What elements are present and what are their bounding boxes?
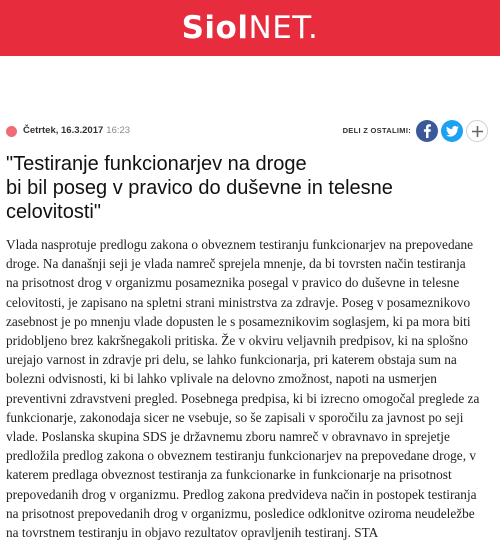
body-line: urejajo varnost in zdravje pri delu, se lahko funkcionarja, pri katerem obstaja sum na <box>6 352 457 368</box>
article-body <box>6 235 494 542</box>
site-header <box>0 0 500 56</box>
body-line: celovitosti, je zapisano na spletni strani ministrstva za zdravje. Poseg v posameznikovo <box>6 294 471 310</box>
body-line: zasebnost je po mnenju vlade dopusten le s posameznikovim soglasjem, ki pa mora biti <box>6 313 471 329</box>
body-line: na tovrstnem testiranju in objavo rezultatov opravljenih testiranj. STA <box>6 525 379 541</box>
article-date-text: Četrtek, 16.3.2017 <box>23 125 104 136</box>
body-line: prepovedanih drog v organizmu. Predlog zakona predvideva način in postopek testiranja <box>6 486 477 502</box>
facebook-icon[interactable] <box>416 120 438 142</box>
logo-primary: Siol <box>181 10 249 46</box>
share-label: DELI Z OSTALIMI: <box>342 126 411 135</box>
title-line: bi bil poseg v pravico do duševne in telesne <box>6 177 393 199</box>
category-dot <box>6 126 17 137</box>
body-line: preventivni zdravstveni pregled. Posebnega predpisa, ki bi izrecno omogočal preglede za <box>6 390 480 406</box>
twitter-icon[interactable] <box>441 120 463 142</box>
article-time: 16:23 <box>106 125 131 136</box>
body-line: katerem predlaga obveznost testiranja za funkcionarke in funkcionarje na prisotnost <box>6 467 452 483</box>
article-date <box>23 125 130 136</box>
site-logo[interactable] <box>0 8 500 48</box>
body-line: pridobljeno brez kakršnegakoli pritiska. Že v okviru veljavnih predpisov, ki na splošno <box>6 333 468 349</box>
body-line: Vlada nasprotuje predlogu zakona o obveznem testiranju funkcionarjev na prepovedane <box>6 237 474 252</box>
article-title <box>6 152 446 224</box>
body-line: bolezni odvisnosti, ki bi lahko vplivale na delovno zmožnost, napoti na usmerjen <box>6 371 437 387</box>
title-line: "Testiranje funkcionarjev na droge <box>6 153 307 175</box>
body-line: vlade. Poslanska skupina SDS je državnemu zboru namreč v obravnavo in sprejetje <box>6 429 450 445</box>
body-line: na prisotnost prepovedanih drog v organizmu, posledice odklonitve oziroma neudeležbe <box>6 505 475 521</box>
body-line: droge. Na današnji seji je vlada namreč sprejela mnenje, da bi tovrsten način testiranja <box>6 256 466 272</box>
body-line: funkcionarje, zakonodaja sicer ne vsebuje, so še zapisali v sporočilu za javnost po seji <box>6 409 464 425</box>
body-line: na prisotnost drog v organizmu posameznika posegal v pravico do duševne in telesne <box>6 275 460 291</box>
article-meta <box>6 124 494 150</box>
title-line: celovitosti" <box>6 201 101 223</box>
logo-secondary: NET. <box>248 10 319 46</box>
body-line: predložila predlog zakona o obveznem testiranju funkcionarjev na prepovedane droge, v <box>6 448 477 464</box>
plus-icon[interactable] <box>466 120 488 142</box>
